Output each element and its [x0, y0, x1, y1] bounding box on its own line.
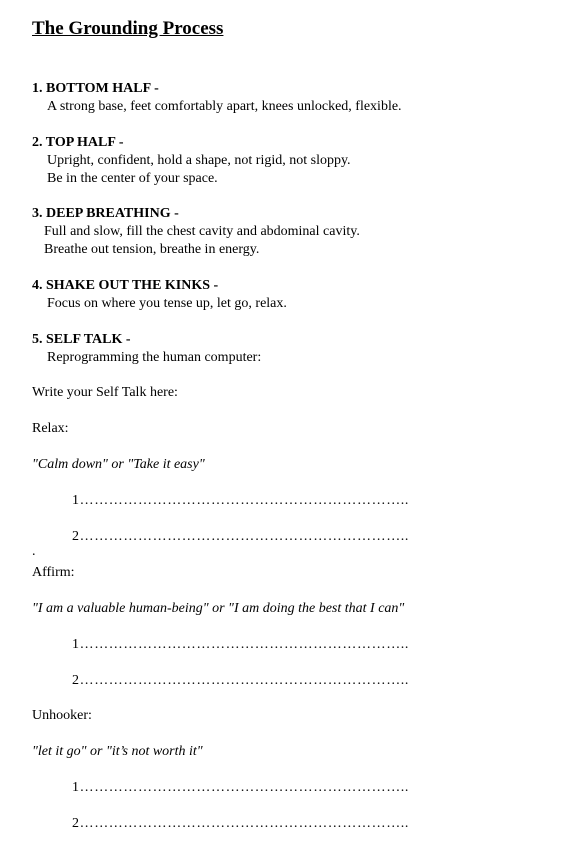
group-label-relax: Relax: [32, 421, 69, 436]
section-heading-self-talk: 5. SELF TALK - [32, 332, 131, 347]
section-heading-deep-breathing: 3. DEEP BREATHING - [32, 206, 179, 221]
section-text-bottom-half: A strong base, feet comfortably apart, knees unlocked, flexible. [47, 99, 402, 114]
group-example-affirm: "I am a valuable human-being" or "I am doing the best that I can" [32, 601, 405, 616]
write-prompt: Write your Self Talk here: [32, 385, 178, 400]
blank-line-affirm-2[interactable]: 2………………………………………………………….. [72, 673, 409, 688]
page-title: The Grounding Process [32, 18, 224, 39]
section-text-deep-breathing-1: Full and slow, fill the chest cavity and abdominal cavity. [44, 224, 360, 239]
blank-line-relax-2[interactable]: 2………………………………………………………….. [72, 529, 409, 544]
section-heading-bottom-half: 1. BOTTOM HALF - [32, 81, 159, 96]
group-example-unhooker: "let it go" or "it’s not worth it" [32, 744, 203, 759]
section-text-top-half-1: Upright, confident, hold a shape, not rigid, not sloppy. [47, 153, 351, 168]
section-text-deep-breathing-2: Breathe out tension, breathe in energy. [44, 242, 260, 257]
section-text-self-talk: Reprogramming the human computer: [47, 350, 262, 365]
section-heading-shake-out: 4. SHAKE OUT THE KINKS - [32, 278, 219, 293]
blank-line-unhooker-2[interactable]: 2………………………………………………………….. [72, 816, 409, 831]
group-label-affirm: Affirm: [32, 565, 75, 580]
section-text-top-half-2: Be in the center of your space. [47, 171, 218, 186]
section-heading-top-half: 2. TOP HALF - [32, 135, 124, 150]
section-text-shake-out: Focus on where you tense up, let go, relax. [47, 296, 287, 311]
blank-line-unhooker-1[interactable]: 1………………………………………………………….. [72, 780, 409, 795]
group-label-unhooker: Unhooker: [32, 708, 92, 723]
blank-line-affirm-1[interactable]: 1………………………………………………………….. [72, 637, 409, 652]
blank-line-relax-1[interactable]: 1………………………………………………………….. [72, 493, 409, 508]
stray-mark: . [32, 544, 36, 559]
group-example-relax: "Calm down" or "Take it easy" [32, 457, 205, 472]
